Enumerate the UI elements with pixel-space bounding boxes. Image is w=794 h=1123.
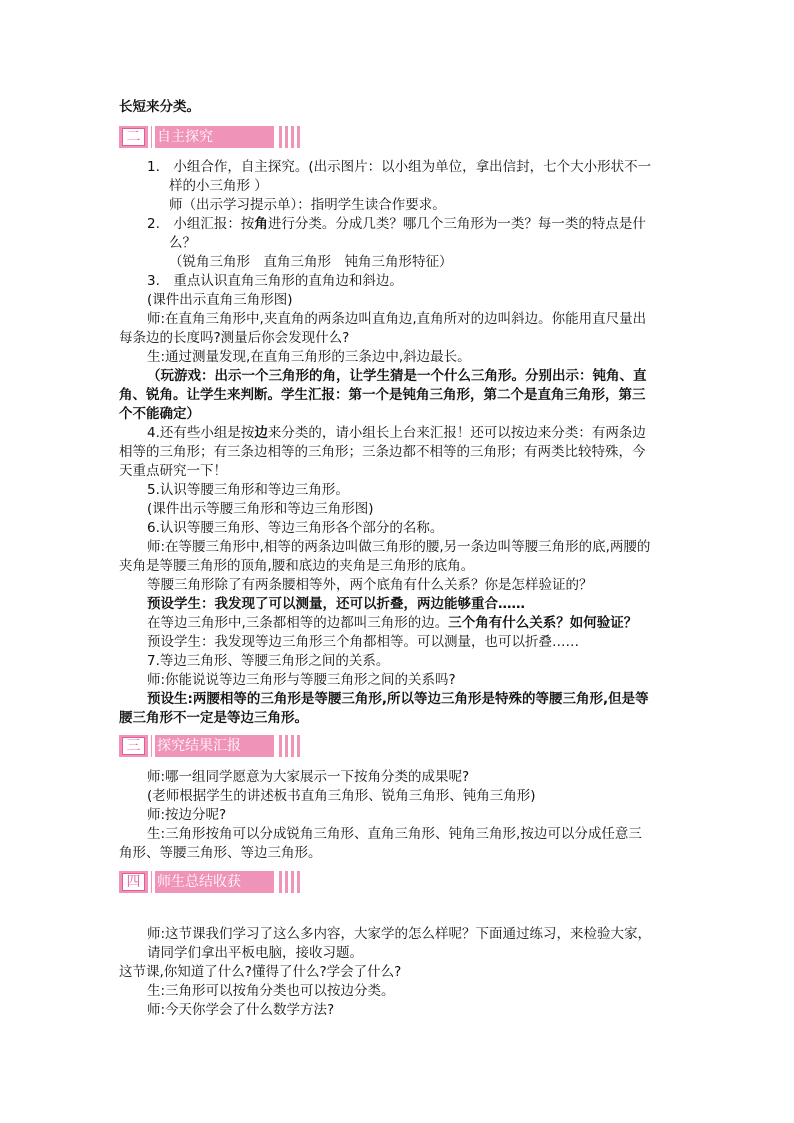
text-span: 来分类的，请小组长上台来汇报！还可以按边来分类：有两条边 (267, 425, 646, 441)
text-line: (课件出示等腰三角形和等边三角形图) (147, 501, 374, 517)
text-span: 2. 小组汇报：按 (147, 216, 255, 232)
text-line: 这节课,你知道了什么?懂得了什么?学会了什么? (119, 964, 402, 980)
header-stripe (297, 735, 300, 757)
text-line: 角形、等腰三角形、等边三角形。 (119, 845, 322, 861)
text-line: 角、锐角。让学生来判断。学生汇报：第一个是钝角三角形，第二个是直角三角形，第三 (119, 387, 646, 403)
text-line: 个不能确定） (119, 406, 200, 422)
text-line: 样的小三角形 ） (169, 178, 268, 194)
text-line: (老师根据学生的讲述板书直角三角形、锐角三角形、钝角三角形) (147, 788, 536, 804)
section-number: 三 (122, 737, 145, 755)
text-line: 师:你能说说等边三角形与等腰三角形之间的关系吗? (147, 672, 456, 688)
text-line: 生:通过测量发现,在直角三角形的三条边中,斜边最长。 (147, 349, 471, 365)
text-line: 师:按边分呢? (147, 807, 227, 823)
text-line: 1. 小组合作，自主探究。(出示图片：以小组为单位，拿出信封，七个大小形状不一 (147, 159, 652, 175)
header-divider (148, 871, 151, 893)
text-span: 边 (254, 425, 268, 441)
header-stripe (285, 735, 288, 757)
text-line: 等腰三角形除了有两条腰相等外，两个底角有什么关系？你是怎样验证的？ (147, 577, 593, 593)
text-line: 夹角是等腰三角形的顶角,腰和底边的夹角是三角形的底角。 (119, 558, 475, 574)
text-line: 预设生:两腰相等的三角形是等腰三角形,所以等边三角形是特殊的等腰三角形,但是等 (147, 691, 649, 707)
header-divider (152, 871, 155, 893)
header-divider (152, 126, 155, 148)
text-line: 师（出示学习提示单）：指明学生读合作要求。 (169, 197, 446, 213)
text-line: 预设学生：我发现等边三角形三个角都相等。可以测量，也可以折叠…… (147, 634, 579, 650)
header-divider (148, 126, 151, 148)
section-number: 二 (122, 128, 145, 146)
header-stripe (291, 126, 294, 148)
text-span: 进行分类。分成几类？哪几个三角形为一类？每一类的特点是什 (267, 216, 646, 232)
text-line: 师:哪一组同学愿意为大家展示一下按角分类的成果呢? (147, 769, 470, 785)
section-title: 师生总结收获 (157, 874, 241, 890)
text-line: 师:这节课我们学习了这么多内容，大家学的怎么样呢？下面通过练习，来检验大家， (147, 926, 652, 942)
text-span: 在等边三角形中,三条都相等的边都叫三角形的边。 (147, 615, 449, 631)
header-stripe (291, 735, 294, 757)
header-divider (152, 735, 155, 757)
header-stripe (297, 871, 300, 893)
text-span: 三个角有什么关系？如何验证？ (448, 615, 638, 631)
text-line: （锐角三角形 直角三角形 钝角三角形特征） (169, 254, 453, 270)
header-stripe (279, 871, 282, 893)
section-title: 探究结果汇报 (157, 738, 241, 754)
text-line: （玩游戏：出示一个三角形的角，让学生猜是一个什么三角形。分别出示：钝角、直 (147, 368, 647, 384)
header-stripe (285, 871, 288, 893)
section-title: 自主探究 (157, 129, 213, 145)
header-stripe (291, 871, 294, 893)
intro-line: 长短来分类。 (119, 99, 200, 115)
header-stripe (279, 735, 282, 757)
text-line: 师:今天你学会了什么数学方法? (147, 1002, 335, 1018)
text-line: 腰三角形不一定是等边三角形。 (119, 710, 308, 726)
text-line: 7.等边三角形、等腰三角形之间的关系。 (147, 653, 390, 669)
text-line: 预设学生：我发现了可以测量，还可以折叠，两边能够重合…… (147, 596, 525, 612)
text-line: 师:在等腰三角形中,相等的两条边叫做三角形的腰,另一条边叫等腰三角形的底,两腰的 (147, 539, 651, 555)
text-line (147, 424, 646, 442)
header-stripe (297, 126, 300, 148)
text-line (147, 614, 637, 632)
text-line: 相等的三角形；有三条边相等的三角形；三条边都不相等的三角形；有两类比较特殊，今 (119, 444, 646, 460)
section-header-2 (119, 126, 302, 148)
section-number: 四 (122, 873, 145, 891)
text-line: (课件出示直角三角形图) (147, 292, 293, 308)
text-line (147, 215, 646, 233)
text-line: 请同学们拿出平板电脑，接收习题。 (147, 945, 363, 961)
section-header-3 (119, 735, 302, 757)
text-line: 生:三角形可以按角分类也可以按边分类。 (147, 983, 395, 999)
text-line: 6.认识等腰三角形、等边三角形各个部分的名称。 (147, 520, 444, 536)
text-line: 生:三角形按角可以分成锐角三角形、直角三角形、钝角三角形,按边可以分成任意三 (147, 826, 642, 842)
text-span: 4.还有些小组是按 (147, 425, 255, 441)
text-span: 角 (254, 216, 268, 232)
text-line: 5.认识等腰三角形和等边三角形。 (147, 482, 349, 498)
text-line: 3. 重点认识直角三角形的直角边和斜边。 (147, 273, 403, 289)
section-header-4 (119, 871, 302, 893)
text-line: 每条边的长度吗?测量后你会发现什么? (119, 330, 350, 346)
header-stripe (279, 126, 282, 148)
header-divider (148, 735, 151, 757)
header-stripe (285, 126, 288, 148)
text-line: 么？ (169, 235, 196, 251)
text-line: 师:在直角三角形中,夹直角的两条边叫直角边,直角所对的边叫斜边。你能用直尺量出 (147, 311, 647, 327)
text-line: 天重点研究一下！ (119, 463, 227, 479)
